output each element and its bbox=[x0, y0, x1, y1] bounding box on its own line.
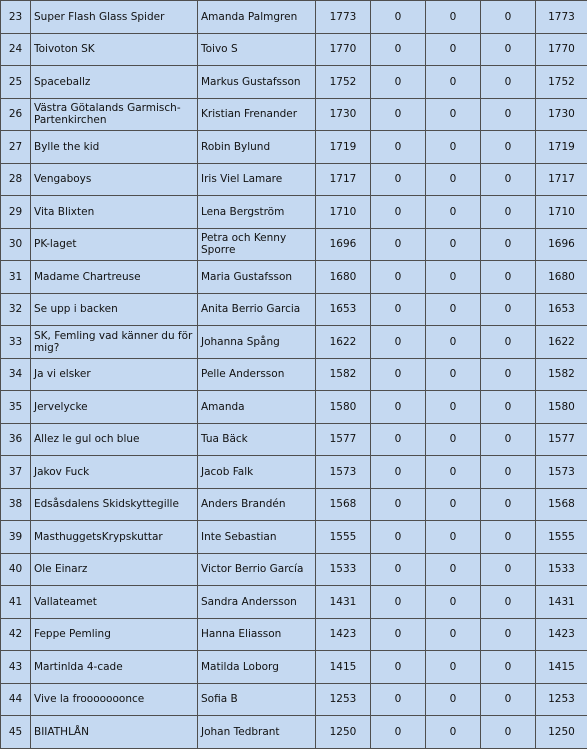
participant-cell: Hanna Eliasson bbox=[198, 618, 316, 651]
round3-cell: 0 bbox=[481, 261, 536, 294]
round2-cell: 0 bbox=[426, 683, 481, 716]
participant-cell: Anita Berrio Garcia bbox=[198, 293, 316, 326]
table-row bbox=[1, 456, 587, 489]
participant-cell: Sofia B bbox=[198, 683, 316, 716]
round2-cell: 0 bbox=[426, 98, 481, 131]
points-cell: 1555 bbox=[316, 521, 371, 554]
team-cell: Jakov Fuck bbox=[31, 456, 198, 489]
round2-cell: 0 bbox=[426, 618, 481, 651]
team-cell: Madame Chartreuse bbox=[31, 261, 198, 294]
round3-cell: 0 bbox=[481, 33, 536, 66]
round3-cell: 0 bbox=[481, 391, 536, 424]
round1-cell: 0 bbox=[371, 261, 426, 294]
participant-cell: Amanda Palmgren bbox=[198, 1, 316, 34]
round1-cell: 0 bbox=[371, 488, 426, 521]
round3-cell: 0 bbox=[481, 293, 536, 326]
participant-cell: Petra och Kenny Sporre bbox=[198, 228, 316, 261]
round3-cell: 0 bbox=[481, 423, 536, 456]
rank-cell: 26 bbox=[1, 98, 31, 131]
table-row bbox=[1, 553, 587, 586]
table-row bbox=[1, 716, 587, 749]
team-cell: Ja vi elsker bbox=[31, 358, 198, 391]
participant-cell: Toivo S bbox=[198, 33, 316, 66]
round3-cell: 0 bbox=[481, 651, 536, 684]
table-row bbox=[1, 586, 587, 619]
round2-cell: 0 bbox=[426, 293, 481, 326]
round3-cell: 0 bbox=[481, 683, 536, 716]
round3-cell: 0 bbox=[481, 553, 536, 586]
sum-cell: 1253 bbox=[536, 683, 587, 716]
participant-cell: Anders Brandén bbox=[198, 488, 316, 521]
round2-cell: 0 bbox=[426, 651, 481, 684]
participant-cell: Iris Viel Lamare bbox=[198, 163, 316, 196]
points-cell: 1717 bbox=[316, 163, 371, 196]
round1-cell: 0 bbox=[371, 66, 426, 99]
participant-cell: Tua Bäck bbox=[198, 423, 316, 456]
points-cell: 1773 bbox=[316, 1, 371, 34]
round1-cell: 0 bbox=[371, 33, 426, 66]
team-cell: Feppe Pemling bbox=[31, 618, 198, 651]
team-cell: Toivoton SK bbox=[31, 33, 198, 66]
points-cell: 1710 bbox=[316, 196, 371, 229]
round3-cell: 0 bbox=[481, 586, 536, 619]
sum-cell: 1423 bbox=[536, 618, 587, 651]
points-cell: 1696 bbox=[316, 228, 371, 261]
round1-cell: 0 bbox=[371, 131, 426, 164]
points-cell: 1622 bbox=[316, 326, 371, 359]
sum-cell: 1568 bbox=[536, 488, 587, 521]
round2-cell: 0 bbox=[426, 33, 481, 66]
points-cell: 1680 bbox=[316, 261, 371, 294]
points-cell: 1253 bbox=[316, 683, 371, 716]
points-cell: 1719 bbox=[316, 131, 371, 164]
round2-cell: 0 bbox=[426, 553, 481, 586]
rank-cell: 35 bbox=[1, 391, 31, 424]
team-cell: Se upp i backen bbox=[31, 293, 198, 326]
rank-cell: 40 bbox=[1, 553, 31, 586]
rank-cell: 37 bbox=[1, 456, 31, 489]
points-cell: 1423 bbox=[316, 618, 371, 651]
participant-cell: Lena Bergström bbox=[198, 196, 316, 229]
points-cell: 1580 bbox=[316, 391, 371, 424]
team-cell: Bylle the kid bbox=[31, 131, 198, 164]
rank-cell: 33 bbox=[1, 326, 31, 359]
team-cell: Vita Blixten bbox=[31, 196, 198, 229]
team-cell: Vengaboys bbox=[31, 163, 198, 196]
sum-cell: 1773 bbox=[536, 1, 587, 34]
sum-cell: 1622 bbox=[536, 326, 587, 359]
round2-cell: 0 bbox=[426, 1, 481, 34]
sum-cell: 1415 bbox=[536, 651, 587, 684]
rank-cell: 34 bbox=[1, 358, 31, 391]
points-cell: 1582 bbox=[316, 358, 371, 391]
rank-cell: 30 bbox=[1, 228, 31, 261]
table-row bbox=[1, 261, 587, 294]
round3-cell: 0 bbox=[481, 131, 536, 164]
round1-cell: 0 bbox=[371, 228, 426, 261]
round3-cell: 0 bbox=[481, 196, 536, 229]
team-cell: Västra Götalands Garmisch-Partenkirchen bbox=[31, 98, 198, 131]
rank-cell: 28 bbox=[1, 163, 31, 196]
round2-cell: 0 bbox=[426, 196, 481, 229]
rank-cell: 27 bbox=[1, 131, 31, 164]
table-row bbox=[1, 293, 587, 326]
round3-cell: 0 bbox=[481, 163, 536, 196]
rank-cell: 39 bbox=[1, 521, 31, 554]
points-cell: 1568 bbox=[316, 488, 371, 521]
points-cell: 1415 bbox=[316, 651, 371, 684]
team-cell: Spaceballz bbox=[31, 66, 198, 99]
rank-cell: 42 bbox=[1, 618, 31, 651]
table-row bbox=[1, 66, 587, 99]
sum-cell: 1431 bbox=[536, 586, 587, 619]
rank-cell: 43 bbox=[1, 651, 31, 684]
round1-cell: 0 bbox=[371, 98, 426, 131]
sum-cell: 1719 bbox=[536, 131, 587, 164]
team-cell: Vive la frooooooonce bbox=[31, 683, 198, 716]
round2-cell: 0 bbox=[426, 163, 481, 196]
round2-cell: 0 bbox=[426, 326, 481, 359]
points-cell: 1577 bbox=[316, 423, 371, 456]
team-cell: MasthuggetsKrypskuttar bbox=[31, 521, 198, 554]
round1-cell: 0 bbox=[371, 358, 426, 391]
rank-cell: 24 bbox=[1, 33, 31, 66]
team-cell: SK, Femling vad känner du för mig? bbox=[31, 326, 198, 359]
points-cell: 1770 bbox=[316, 33, 371, 66]
standings-body bbox=[1, 1, 587, 749]
round3-cell: 0 bbox=[481, 716, 536, 749]
participant-cell: Markus Gustafsson bbox=[198, 66, 316, 99]
team-cell: PK-laget bbox=[31, 228, 198, 261]
round2-cell: 0 bbox=[426, 391, 481, 424]
points-cell: 1431 bbox=[316, 586, 371, 619]
points-cell: 1250 bbox=[316, 716, 371, 749]
table-row bbox=[1, 196, 587, 229]
table-row bbox=[1, 423, 587, 456]
team-cell: Allez le gul och blue bbox=[31, 423, 198, 456]
round1-cell: 0 bbox=[371, 163, 426, 196]
participant-cell: Pelle Andersson bbox=[198, 358, 316, 391]
sum-cell: 1710 bbox=[536, 196, 587, 229]
round2-cell: 0 bbox=[426, 261, 481, 294]
team-cell: BIIATHLÅN bbox=[31, 716, 198, 749]
participant-cell: Kristian Frenander bbox=[198, 98, 316, 131]
sum-cell: 1577 bbox=[536, 423, 587, 456]
table-row bbox=[1, 618, 587, 651]
round3-cell: 0 bbox=[481, 488, 536, 521]
participant-cell: Jacob Falk bbox=[198, 456, 316, 489]
participant-cell: Johanna Spång bbox=[198, 326, 316, 359]
table-row bbox=[1, 33, 587, 66]
table-row bbox=[1, 98, 587, 131]
round2-cell: 0 bbox=[426, 423, 481, 456]
round1-cell: 0 bbox=[371, 293, 426, 326]
round2-cell: 0 bbox=[426, 716, 481, 749]
round3-cell: 0 bbox=[481, 618, 536, 651]
points-cell: 1533 bbox=[316, 553, 371, 586]
table-row bbox=[1, 521, 587, 554]
round2-cell: 0 bbox=[426, 586, 481, 619]
round2-cell: 0 bbox=[426, 521, 481, 554]
sum-cell: 1770 bbox=[536, 33, 587, 66]
round1-cell: 0 bbox=[371, 1, 426, 34]
round1-cell: 0 bbox=[371, 586, 426, 619]
round1-cell: 0 bbox=[371, 456, 426, 489]
round3-cell: 0 bbox=[481, 98, 536, 131]
points-cell: 1752 bbox=[316, 66, 371, 99]
sum-cell: 1730 bbox=[536, 98, 587, 131]
round1-cell: 0 bbox=[371, 326, 426, 359]
team-cell: Jervelycke bbox=[31, 391, 198, 424]
round2-cell: 0 bbox=[426, 456, 481, 489]
table-row bbox=[1, 326, 587, 359]
round3-cell: 0 bbox=[481, 228, 536, 261]
rank-cell: 44 bbox=[1, 683, 31, 716]
participant-cell: Sandra Andersson bbox=[198, 586, 316, 619]
sum-cell: 1533 bbox=[536, 553, 587, 586]
round3-cell: 0 bbox=[481, 66, 536, 99]
round1-cell: 0 bbox=[371, 716, 426, 749]
round1-cell: 0 bbox=[371, 618, 426, 651]
rank-cell: 45 bbox=[1, 716, 31, 749]
sum-cell: 1555 bbox=[536, 521, 587, 554]
round3-cell: 0 bbox=[481, 521, 536, 554]
participant-cell: Maria Gustafsson bbox=[198, 261, 316, 294]
team-cell: Edsåsdalens Skidskyttegille bbox=[31, 488, 198, 521]
round1-cell: 0 bbox=[371, 423, 426, 456]
table-row bbox=[1, 163, 587, 196]
table-row bbox=[1, 1, 587, 34]
table-row bbox=[1, 228, 587, 261]
table-row bbox=[1, 683, 587, 716]
table-row bbox=[1, 488, 587, 521]
rank-cell: 36 bbox=[1, 423, 31, 456]
table-row bbox=[1, 391, 587, 424]
participant-cell: Victor Berrio García bbox=[198, 553, 316, 586]
team-cell: Ole Einarz bbox=[31, 553, 198, 586]
participant-cell: Inte Sebastian bbox=[198, 521, 316, 554]
sum-cell: 1752 bbox=[536, 66, 587, 99]
points-cell: 1573 bbox=[316, 456, 371, 489]
team-cell: Martinlda 4-cade bbox=[31, 651, 198, 684]
rank-cell: 38 bbox=[1, 488, 31, 521]
points-cell: 1653 bbox=[316, 293, 371, 326]
sum-cell: 1250 bbox=[536, 716, 587, 749]
round1-cell: 0 bbox=[371, 196, 426, 229]
participant-cell: Amanda bbox=[198, 391, 316, 424]
rank-cell: 29 bbox=[1, 196, 31, 229]
participant-cell: Robin Bylund bbox=[198, 131, 316, 164]
rank-cell: 23 bbox=[1, 1, 31, 34]
table-row bbox=[1, 651, 587, 684]
team-cell: Super Flash Glass Spider bbox=[31, 1, 198, 34]
participant-cell: Johan Tedbrant bbox=[198, 716, 316, 749]
team-cell: Vallateamet bbox=[31, 586, 198, 619]
round3-cell: 0 bbox=[481, 1, 536, 34]
round2-cell: 0 bbox=[426, 358, 481, 391]
sum-cell: 1573 bbox=[536, 456, 587, 489]
sum-cell: 1680 bbox=[536, 261, 587, 294]
round2-cell: 0 bbox=[426, 488, 481, 521]
round1-cell: 0 bbox=[371, 651, 426, 684]
round3-cell: 0 bbox=[481, 326, 536, 359]
sum-cell: 1717 bbox=[536, 163, 587, 196]
round1-cell: 0 bbox=[371, 521, 426, 554]
table-row bbox=[1, 131, 587, 164]
round1-cell: 0 bbox=[371, 683, 426, 716]
rank-cell: 25 bbox=[1, 66, 31, 99]
sum-cell: 1653 bbox=[536, 293, 587, 326]
round3-cell: 0 bbox=[481, 358, 536, 391]
round3-cell: 0 bbox=[481, 456, 536, 489]
participant-cell: Matilda Loborg bbox=[198, 651, 316, 684]
rank-cell: 31 bbox=[1, 261, 31, 294]
points-cell: 1730 bbox=[316, 98, 371, 131]
table-row bbox=[1, 358, 587, 391]
rank-cell: 32 bbox=[1, 293, 31, 326]
round2-cell: 0 bbox=[426, 228, 481, 261]
sum-cell: 1580 bbox=[536, 391, 587, 424]
round1-cell: 0 bbox=[371, 553, 426, 586]
round2-cell: 0 bbox=[426, 131, 481, 164]
sum-cell: 1582 bbox=[536, 358, 587, 391]
rank-cell: 41 bbox=[1, 586, 31, 619]
sum-cell: 1696 bbox=[536, 228, 587, 261]
round2-cell: 0 bbox=[426, 66, 481, 99]
round1-cell: 0 bbox=[371, 391, 426, 424]
